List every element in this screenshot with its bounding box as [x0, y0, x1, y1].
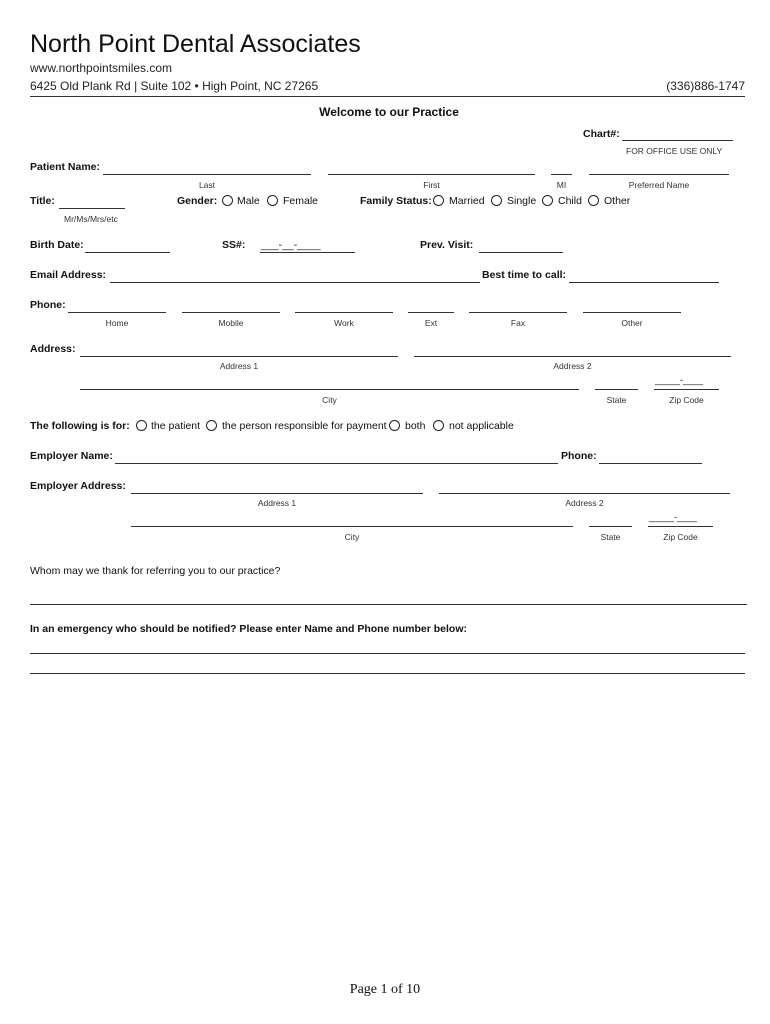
practice-website: www.northpointsmiles.com: [30, 61, 173, 75]
first-name-field[interactable]: [328, 174, 535, 175]
following-patient-label: the patient: [151, 420, 201, 432]
preferred-name-caption: Preferred Name: [628, 180, 690, 190]
employer-phone-label: Phone:: [561, 450, 597, 462]
family-single-radio[interactable]: [491, 195, 502, 206]
referral-question: Whom may we thank for referring you to our practice?: [30, 565, 281, 577]
last-name-field[interactable]: [103, 174, 311, 175]
employer-phone-field[interactable]: [599, 463, 702, 464]
following-both-radio[interactable]: [389, 420, 400, 431]
family-married-radio[interactable]: [433, 195, 444, 206]
employer-zip-field[interactable]: [648, 526, 713, 527]
following-na-label: not applicable: [449, 420, 514, 432]
employer-address1-field[interactable]: [131, 493, 423, 494]
chart-label: Chart#:: [583, 128, 620, 140]
family-married-label: Married: [449, 195, 485, 207]
phone-fax-field[interactable]: [469, 312, 567, 313]
employer-zip-mask: _____-____: [649, 512, 698, 522]
last-name-caption: Last: [198, 180, 216, 190]
best-time-field[interactable]: [569, 282, 719, 283]
phone-mobile-caption: Mobile: [218, 318, 244, 328]
employer-address2-caption: Address 2: [565, 498, 604, 508]
zip-field[interactable]: [654, 389, 719, 390]
address2-field[interactable]: [414, 356, 731, 357]
employer-name-field[interactable]: [115, 463, 558, 464]
chart-field[interactable]: [622, 140, 733, 141]
phone-mobile-field[interactable]: [182, 312, 280, 313]
following-responsible-label: the person responsible for payment: [222, 420, 387, 432]
header-divider: [30, 96, 745, 97]
best-time-label: Best time to call:: [482, 269, 567, 281]
ss-label: SS#:: [222, 239, 246, 251]
address2-caption: Address 2: [553, 361, 592, 371]
phone-label: Phone:: [30, 299, 66, 311]
ss-field[interactable]: [260, 252, 355, 253]
employer-state-caption: State: [600, 532, 621, 542]
city-caption: City: [322, 395, 337, 405]
gender-female-label: Female: [283, 195, 319, 207]
referral-field[interactable]: [30, 604, 747, 605]
family-single-label: Single: [507, 195, 537, 207]
following-na-radio[interactable]: [433, 420, 444, 431]
address1-caption: Address 1: [219, 361, 259, 371]
employer-name-label: Employer Name:: [30, 450, 113, 462]
family-other-radio[interactable]: [588, 195, 599, 206]
welcome-heading: Welcome to our Practice: [319, 105, 459, 119]
zip-caption: Zip Code: [669, 395, 704, 405]
phone-fax-caption: Fax: [510, 318, 526, 328]
office-use-note: FOR OFFICE USE ONLY: [626, 146, 723, 156]
ss-mask: ___-__-____: [261, 239, 321, 251]
employer-address1-caption: Address 1: [257, 498, 297, 508]
email-field[interactable]: [110, 282, 480, 283]
mi-caption: MI: [556, 180, 567, 190]
phone-work-field[interactable]: [295, 312, 393, 313]
phone-other-field[interactable]: [583, 312, 681, 313]
employer-city-field[interactable]: [131, 526, 573, 527]
employer-address-label: Employer Address:: [30, 480, 126, 492]
state-caption: State: [606, 395, 627, 405]
title-label: Title:: [30, 195, 55, 207]
emergency-field-2[interactable]: [30, 673, 745, 674]
employer-zip-caption: Zip Code: [663, 532, 698, 542]
birth-date-label: Birth Date:: [30, 239, 84, 251]
preferred-name-field[interactable]: [589, 174, 729, 175]
middle-initial-field[interactable]: [551, 174, 572, 175]
practice-phone: (336)886-1747: [666, 79, 745, 93]
phone-work-caption: Work: [334, 318, 354, 328]
phone-home-caption: Home: [105, 318, 129, 328]
city-field[interactable]: [80, 389, 579, 390]
following-patient-radio[interactable]: [136, 420, 147, 431]
family-child-label: Child: [558, 195, 582, 207]
zip-mask: _____-____: [655, 375, 704, 385]
following-responsible-radio[interactable]: [206, 420, 217, 431]
gender-male-label: Male: [237, 195, 260, 207]
phone-other-caption: Other: [621, 318, 643, 328]
patient-name-label: Patient Name:: [30, 161, 101, 173]
family-status-label: Family Status:: [360, 195, 432, 207]
first-name-caption: First: [423, 180, 440, 190]
practice-address: 6425 Old Plank Rd | Suite 102 • High Point, NC 27265: [30, 79, 319, 93]
gender-female-radio[interactable]: [267, 195, 278, 206]
page-number: Page 1 of 10: [349, 982, 421, 997]
following-both-label: both: [405, 420, 426, 432]
birth-date-field[interactable]: [85, 252, 170, 253]
prev-visit-label: Prev. Visit:: [420, 239, 474, 251]
title-hint: Mr/Ms/Mrs/etc: [64, 214, 118, 224]
employer-address2-field[interactable]: [439, 493, 730, 494]
gender-male-radio[interactable]: [222, 195, 233, 206]
title-field[interactable]: [59, 208, 125, 209]
employer-city-caption: City: [344, 532, 360, 542]
family-child-radio[interactable]: [542, 195, 553, 206]
following-label: The following is for:: [30, 420, 130, 432]
prev-visit-field[interactable]: [479, 252, 563, 253]
address1-field[interactable]: [80, 356, 398, 357]
phone-ext-caption: Ext: [424, 318, 438, 328]
gender-label: Gender:: [177, 195, 218, 207]
practice-name: North Point Dental Associates: [30, 30, 361, 58]
emergency-question: In an emergency who should be notified? Please enter Name and Phone number below:: [30, 623, 467, 635]
phone-home-field[interactable]: [68, 312, 166, 313]
state-field[interactable]: [595, 389, 638, 390]
emergency-field-1[interactable]: [30, 653, 745, 654]
employer-state-field[interactable]: [589, 526, 632, 527]
email-label: Email Address:: [30, 269, 107, 281]
family-other-label: Other: [604, 195, 631, 207]
address-label: Address:: [30, 343, 76, 355]
phone-ext-field[interactable]: [408, 312, 454, 313]
